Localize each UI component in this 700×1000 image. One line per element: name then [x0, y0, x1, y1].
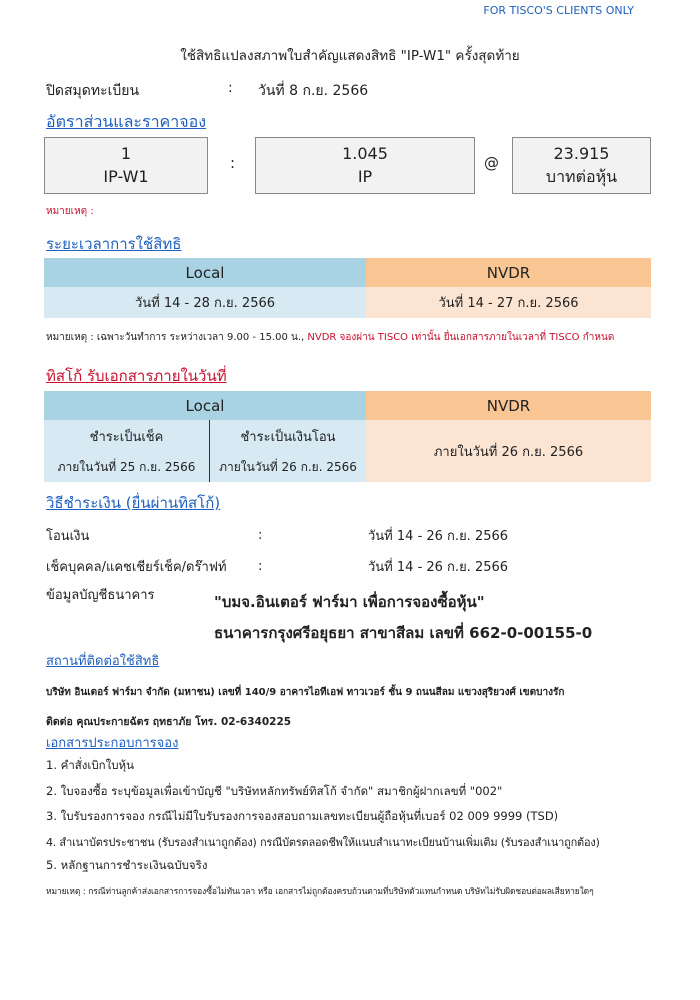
documents-heading[interactable]: เอกสารประกอบการจอง [46, 736, 179, 751]
ratio-box-price-value: 23.915 [553, 144, 610, 163]
docs-transfer-date: ภายในวันที่ 26 ก.ย. 2566 [219, 460, 357, 474]
bank-info-label: ข้อมูลบัญชีธนาคาร [46, 588, 155, 603]
docs-cheque-date: ภายในวันที่ 25 ก.ย. 2566 [57, 460, 196, 474]
ratio-note: หมายเหตุ : [46, 206, 94, 217]
period-nvdr-header: NVDR [366, 258, 651, 287]
ratio-box-price [512, 137, 651, 194]
payment-transfer-date: วันที่ 14 - 26 ก.ย. 2566 [368, 529, 509, 544]
document-item: 3. ใบรับรองการจอง กรณีไม่มีใบรับรองการจองสอบถามเลขทะเบียนผู้ถือหุ้นที่เบอร์ 02 009 9999 (TSD) [46, 809, 559, 823]
book-close-date: วันที่ 8 ก.ย. 2566 [258, 83, 369, 99]
documents-note: หมายเหตุ : กรณีท่านลูกค้าส่งเอกสารการจองซื้อไม่ทันเวลา หรือ เอกสารไม่ถูกต้องครบถ้วนตามที่บริษัทตัวแทนกำหนด บริษัทไม่รับผิดชอบต่อผลเสียหายใดๆ [46, 887, 594, 897]
docs-receive-heading[interactable]: ทิสโก้ รับเอกสารภายในวันที่ [46, 367, 227, 385]
period-heading[interactable]: ระยะเวลาการใช้สิทธิ [46, 235, 182, 253]
document-item: 2. ใบจองซื้อ ระบุข้อมูลเพื่อเข้าบัญชี "บริษัทหลักทรัพย์ทิสโก้ จำกัด" สมาชิกผู้ฝากเลขที่ "002" [46, 784, 503, 798]
contact-person: ติดต่อ คุณประกายฉัตร ฤทธาภัย โทร. 02-6340225 [46, 716, 292, 728]
docs-transfer-label: ชำระเป็นเงินโอน [240, 430, 336, 445]
ratio-box-warrant-name: IP-W1 [103, 167, 149, 186]
docs-local-header: Local [44, 391, 366, 420]
payment-cheque-colon: : [258, 559, 263, 574]
document-item: 4. สำเนาบัตรประชาชน (รับรองสำเนาถูกต้อง) กรณีบัตรตลอดชีพให้แนบสำเนาทะเบียนบ้านเพิ่มเติม (รับรองสำเนาถูกต้อง) [46, 836, 600, 849]
ratio-box-warrant [44, 137, 208, 194]
docs-nvdr-date: ภายในวันที่ 26 ก.ย. 2566 [366, 420, 651, 482]
bank-account-name: "บมจ.อินเตอร์ ฟาร์มา เพื่อการจองซื้อหุ้น" [214, 593, 485, 611]
ratio-box-warrant-qty: 1 [120, 144, 132, 163]
ratio-at-sign: @ [484, 154, 499, 172]
contact-heading[interactable]: สถานที่ติดต่อใช้สิทธิ [46, 654, 160, 669]
docs-cheque-cell [44, 420, 210, 482]
period-note-nvdr: NVDR จองผ่าน TISCO เท่านั้น ยื่นเอกสารภายในเวลาที่ TISCO กำหนด [304, 332, 615, 343]
payment-cheque-label: เช็คบุคคล/แคชเชียร์เช็ค/ดร๊าฟท์ [46, 560, 227, 575]
ratio-box-share-qty: 1.045 [342, 144, 388, 163]
ratio-box-share-name: IP [357, 167, 373, 186]
document-item: 5. หลักฐานการชำระเงินฉบับจริง [46, 858, 208, 872]
docs-transfer-cell [210, 420, 366, 482]
book-close-label: ปิดสมุดทะเบียน [46, 83, 140, 99]
clients-only-tag: FOR TISCO'S CLIENTS ONLY [483, 4, 634, 17]
period-local-header: Local [44, 258, 366, 287]
ratio-box-share [255, 137, 475, 194]
docs-cheque-label: ชำระเป็นเช็ค [89, 430, 164, 445]
book-close-colon: : [228, 80, 233, 96]
ratio-box-price-unit: บาทต่อหุ้น [545, 167, 618, 186]
period-nvdr-date: วันที่ 14 - 27 ก.ย. 2566 [366, 287, 651, 318]
contact-address: บริษัท อินเตอร์ ฟาร์มา จำกัด (มหาชน) เลขที่ 140/9 อาคารไอทีเอฟ ทาวเวอร์ ชั้น 9 ถนนสีลม แขวงสุริยวงศ์ เขตบางรัก [46, 687, 565, 698]
docs-nvdr-header: NVDR [366, 391, 651, 420]
document-item: 1. คำสั่งเบิกใบหุ้น [46, 758, 134, 772]
payment-transfer-colon: : [258, 528, 263, 543]
payment-transfer-label: โอนเงิน [46, 529, 90, 544]
ratio-colon: : [230, 154, 236, 172]
payment-cheque-date: วันที่ 14 - 26 ก.ย. 2566 [368, 560, 509, 575]
bank-account-number: ธนาคารกรุงศรีอยุธยา สาขาสีลม เลขที่ 662-0-00155-0 [214, 624, 593, 642]
payment-heading[interactable]: วิธีชำระเงิน (ยื่นผ่านทิสโก้) [46, 494, 221, 512]
page-title: ใช้สิทธิแปลงสภาพใบสำคัญแสดงสิทธิ "IP-W1" ครั้งสุดท้าย [180, 48, 520, 64]
period-note-hours: หมายเหตุ : เฉพาะวันทำการ ระหว่างเวลา 9.00 - 15.00 น., [46, 332, 305, 343]
period-local-date: วันที่ 14 - 28 ก.ย. 2566 [44, 287, 366, 318]
period-note [46, 330, 614, 345]
ratio-heading[interactable]: อัตราส่วนและราคาจอง [46, 112, 207, 131]
